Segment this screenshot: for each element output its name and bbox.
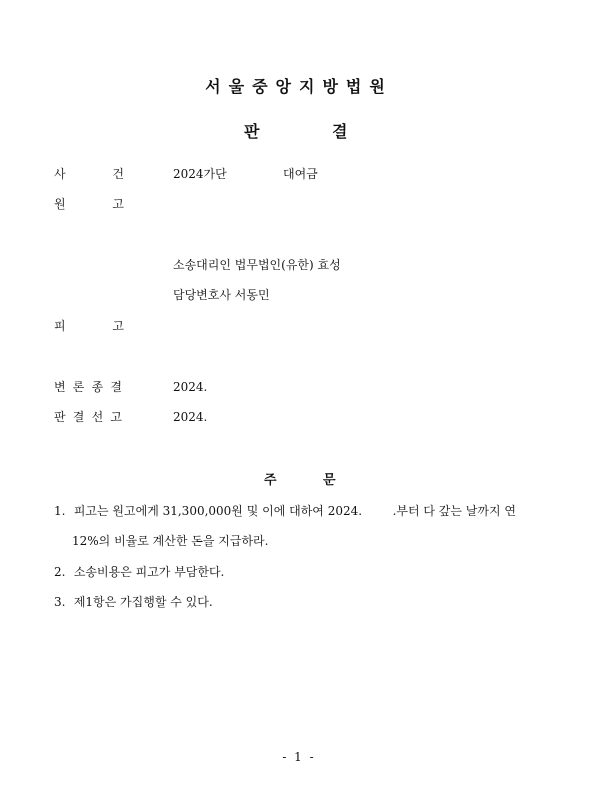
plaintiff-label: 원 고 (54, 197, 124, 211)
counsel-firm: 소송대리인 법무법인(유한) 효성 (173, 258, 341, 272)
defendant-label: 피 고 (54, 319, 124, 333)
document-title-second: 결 (332, 122, 348, 141)
order-item-number: 1. (54, 504, 66, 518)
closing-label: 변 론 종 결 (54, 380, 122, 394)
court-name: 서울중앙지방법원 (205, 77, 393, 96)
closing-date: 2024. (173, 380, 208, 394)
order-item-text: 제1항은 가집행할 수 있다. (73, 595, 213, 609)
case-label: 사 건 (54, 167, 124, 181)
case-number: 2024가단 (173, 167, 227, 181)
order-item-number: 2. (54, 565, 66, 579)
case-name: 대여금 (283, 167, 318, 181)
document-title-first: 판 (244, 122, 260, 141)
order-item-text: 소송비용은 피고가 부담한다. (73, 565, 225, 579)
order-item-text: 피고는 원고에게 31,300,000원 및 이에 대하여 2024. .부터 다 갚는 날까지 연 (73, 504, 516, 518)
order-title-second: 문 (323, 473, 336, 488)
order-title-first: 주 (264, 473, 277, 488)
page-number: - 1 - (282, 750, 316, 764)
order-item-1 (54, 503, 516, 519)
sentence-date: 2024. (173, 410, 208, 424)
order-item-3 (54, 594, 213, 610)
order-item-number: 3. (54, 595, 66, 609)
sentence-label: 판 결 선 고 (54, 410, 122, 424)
order-item-1-continued: 12%의 비율로 계산한 돈을 지급하라. (72, 534, 269, 548)
order-item-2 (54, 564, 224, 580)
counsel-lawyer: 담당변호사 서동민 (173, 288, 270, 302)
